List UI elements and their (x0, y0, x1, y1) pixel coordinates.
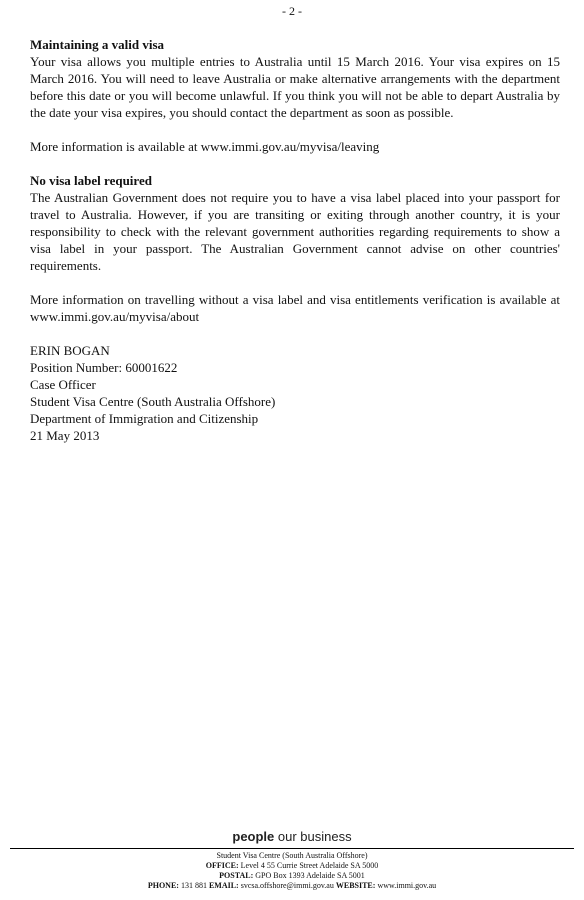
footer-divider (10, 848, 574, 849)
position-number: Position Number: 60001622 (30, 360, 178, 375)
no-visa-label-more-info: More information on travelling without a visa label and visa entitlements verification is available at www.immi.gov.au/myvisa/about (30, 292, 560, 324)
signature-block (30, 342, 560, 444)
footer-postal-line (0, 871, 584, 881)
tagline-bold: people (232, 829, 275, 844)
valid-visa-paragraph: Your visa allows you multiple entries to Australia until 15 March 2016. Your visa expires on 15 March 2016. You will need to leave Australia or make alternative arrangements with the department before this date or you will become unlawful. If you think you will not be able to depart Australia by the date your visa expires, you should contact the department as soon as possible. (30, 54, 560, 120)
footer-contact-line (0, 881, 584, 891)
page-number: - 2 - (282, 4, 302, 18)
phone-label: PHONE: (147, 881, 179, 890)
postal-value: GPO Box 1393 Adelaide SA 5001 (253, 871, 365, 880)
footer-centre: Student Visa Centre (South Australia Offshore) (216, 851, 368, 860)
section-heading-valid-visa: Maintaining a valid visa (30, 37, 164, 52)
page-footer (0, 829, 584, 891)
letter-date: 21 May 2013 (30, 428, 100, 443)
email-label: EMAIL: (208, 881, 239, 890)
footer-tagline (0, 829, 584, 845)
signatory-title: Case Officer (30, 377, 96, 392)
postal-label: POSTAL: (219, 871, 254, 880)
website-value: www.immi.gov.au (375, 881, 437, 890)
footer-contact-info (0, 851, 584, 891)
signatory-name: ERIN BOGAN (30, 343, 110, 358)
email-value: svcsa.offshore@immi.gov.au (238, 881, 336, 890)
valid-visa-more-info: More information is available at www.immi.gov.au/myvisa/leaving (30, 139, 380, 154)
website-label: WEBSITE: (335, 881, 376, 890)
office-label: OFFICE: (205, 861, 239, 870)
tagline-rest: our business (274, 829, 352, 844)
no-visa-label-paragraph: The Australian Government does not require you to have a visa label placed into your passport for travel to Australia. However, if you are transiting or exiting through another country, it is your responsibility to check with the relevant government authorities regarding requirements to show a visa label in your passport. The Australian Government cannot advise on other countries' requirements. (30, 190, 560, 273)
office-value: Level 4 55 Currie Street Adelaide SA 5000 (238, 861, 379, 870)
footer-office-line (0, 861, 584, 871)
letter-body (30, 36, 560, 444)
section-heading-no-visa-label: No visa label required (30, 173, 152, 188)
signatory-department: Department of Immigration and Citizenship (30, 411, 259, 426)
phone-value: 131 881 (178, 881, 209, 890)
signatory-office: Student Visa Centre (South Australia Offshore) (30, 394, 276, 409)
